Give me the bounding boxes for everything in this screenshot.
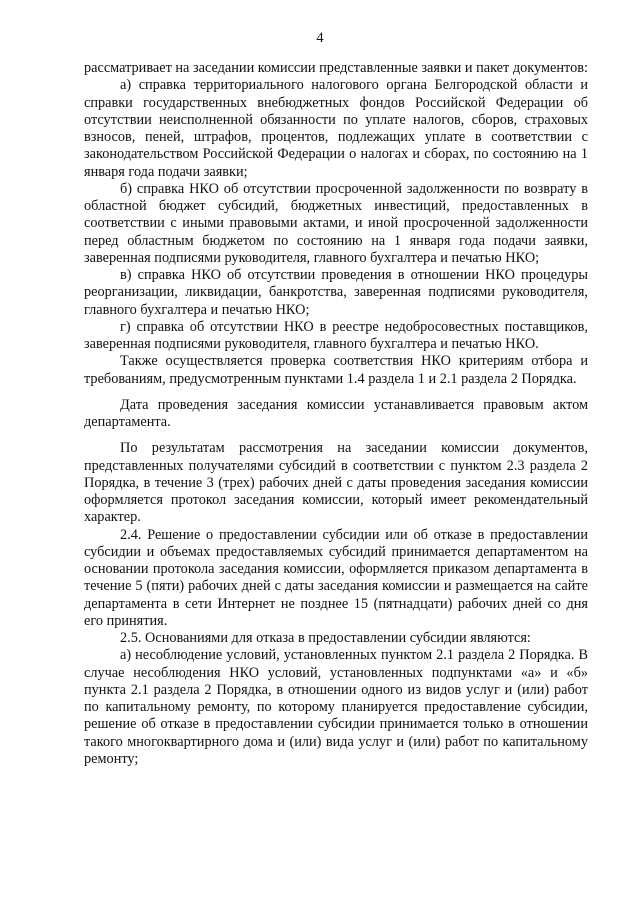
paragraph-results: По результатам рассмотрения на заседании комиссии документов, представленных получателями субсидий в соответствии с пунктом 2.3 раздела 2 Порядка, в течение 3 (трех) рабочих дней с даты проведения заседания комиссии оформляется протокол заседания комиссии, который имеет рекомендательный характер. xyxy=(84,440,588,526)
paragraph-item-a: а) справка территориального налогового органа Белгородской области и справки государственных внебюджетных фондов Российской Федерации об отсутствии неисполненной обязанности по уплате налогов, сборов, страховых взносов, пеней, штрафов, процентов, подлежащих уплате в соответствии с законодательством Российской Федерации о налогах и сборах, по состоянию на 1 января года подачи заявки; xyxy=(84,77,588,180)
paragraph-2-4: 2.4. Решение о предоставлении субсидии или об отказе в предоставлении субсидии и объемах предоставляемых субсидий принимается департаментом на основании протокола заседания комиссии, оформляется приказом департамента в течение 5 (пяти) рабочих дней с даты заседания комиссии и размещается на сайте департамента в сети Интернет не позднее 15 (пятнадцати) рабочих дней со дня его принятия. xyxy=(84,526,588,629)
paragraph-item-g: г) справка об отсутствии НКО в реестре недобросовестных поставщиков, заверенная подписями руководителя, главного бухгалтера и печатью НКО. xyxy=(84,318,588,352)
document-body xyxy=(84,60,588,768)
paragraph-verification: Также осуществляется проверка соответствия НКО критериям отбора и требованиям, предусмотренным пунктами 1.4 раздела 1 и 2.1 раздела 2 Порядка. xyxy=(84,353,588,387)
paragraph-2-5-a: а) несоблюдение условий, установленных пунктом 2.1 раздела 2 Порядка. В случае несоблюдения НКО условий, установленных подпунктами «а» и «б» пункта 2.1 раздела 2 Порядка, в отношении одного из видов услуг и (или) работ по капитальному ремонту, по которому планируется предоставление субсидии, решение об отказе в предоставлении субсидии принимается только в отношении такого многоквартирного дома и (или) вида услуг и (или) работ по капитальному ремонту; xyxy=(84,647,588,767)
paragraph-2-5: 2.5. Основаниями для отказа в предоставлении субсидии являются: xyxy=(120,630,531,646)
page-number: 4 xyxy=(316,30,324,46)
paragraph-item-b: б) справка НКО об отсутствии просроченной задолженности по возврату в областной бюджет субсидий, бюджетных инвестиций, предоставленных в соответствии с иными правовыми актами, и иной просроченной задолженности перед областным бюджетом по состоянию на 1 января года подачи заявки, заверенная подписями руководителя, главного бухгалтера и печатью НКО; xyxy=(84,180,588,266)
paragraph-meeting-date: Дата проведения заседания комиссии устанавливается правовым актом департамента. xyxy=(84,396,588,430)
paragraph-intro: рассматривает на заседании комиссии представленные заявки и пакет документов: xyxy=(84,60,588,76)
paragraph-item-v: в) справка НКО об отсутствии проведения в отношении НКО процедуры реорганизации, ликвидации, банкротства, заверенная подписями руководителя, главного бухгалтера и печатью НКО; xyxy=(84,267,588,318)
